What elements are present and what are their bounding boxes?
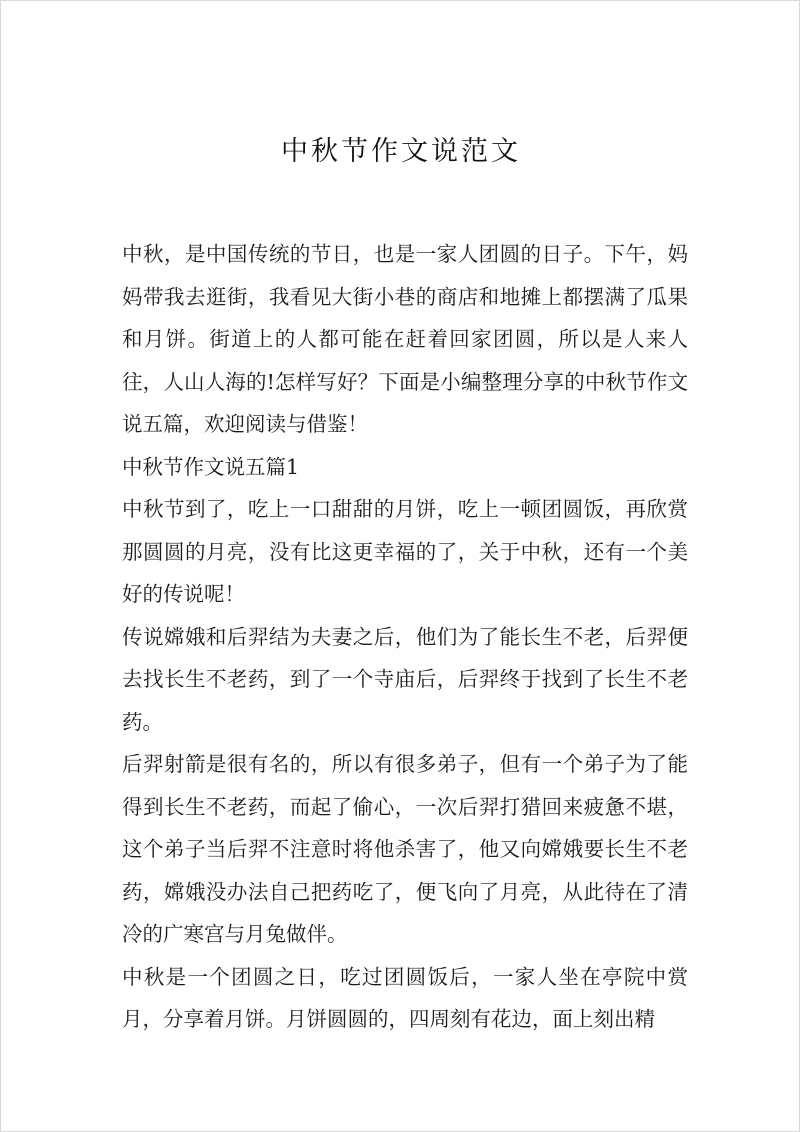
- paragraph: 传说嫦娥和后羿结为夫妻之后，他们为了能长生不老，后羿便去找长生不老药，到了一个寺庙后，后羿终于找到了长生不老药。: [122, 624, 688, 734]
- section-heading: 中秋节作文说五篇1: [122, 454, 300, 479]
- document-body: [122, 233, 688, 1041]
- paragraph: 中秋节到了，吃上一口甜甜的月饼，吃上一顿团圆饭，再欣赏那圆圆的月亮，没有比这更幸福的了，关于中秋，还有一个美好的传说呢！: [122, 497, 688, 606]
- paragraph: 后羿射箭是很有名的，所以有很多弟子，但有一个弟子为了能得到长生不老药，而起了偷心，一次后羿打猎回来疲惫不堪，这个弟子当后羿不注意时将他杀害了，他又向嫦娥要长生不老药，嫦娥没办法自己把药吃了，便飞向了月亮，从此待在了清冷的广寒宫与月兔做伴。: [122, 752, 688, 946]
- paragraph: 中秋是一个团圆之日，吃过团圆饭后，一家人坐在亭院中赏月，分享着月饼。月饼圆圆的，四周刻有花边，面上刻出精: [122, 964, 688, 1031]
- document-title: 中秋节作文说范文: [281, 136, 521, 167]
- paragraph-intro: 中秋，是中国传统的节日，也是一家人团圆的日子。下午，妈妈带我去逛街，我看见大街小巷的商店和地摊上都摆满了瓜果和月饼。街道上的人都可能在赶着回家团圆，所以是人来人往，人山人海的!怎样写好？下面是小编整理分享的中秋节作文说五篇，欢迎阅读与借鉴！: [122, 242, 688, 436]
